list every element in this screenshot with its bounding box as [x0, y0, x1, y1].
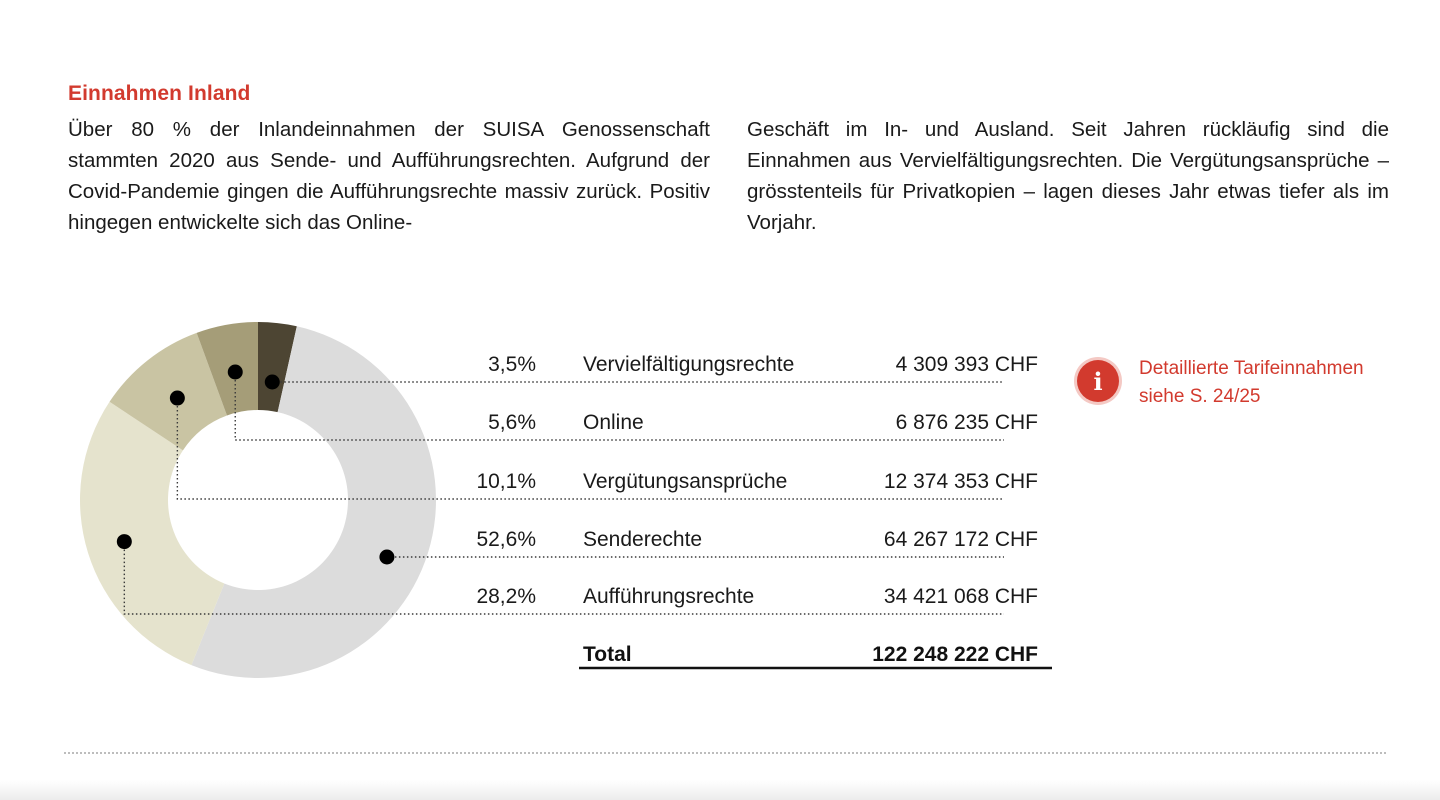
leader-dot-vervielfaltigungsrechte [265, 375, 280, 390]
row-category-online: Online [583, 411, 644, 434]
body-text-left: Über 80 % der Inlandeinnahmen der SUISA Genossenschaft stammten 2020 aus Sende- und Aufführungsrechten. Aufgrund der Covid-Pandemie gingen die Aufführungsrechte massiv zurück. Positiv hingegen entwickelte sich das Online- [68, 118, 710, 234]
row-amount-auffuhrungsrechte: 34 421 068 CHF [883, 585, 1038, 608]
section-title: Einnahmen Inland [68, 82, 251, 105]
page-edge [0, 780, 1440, 800]
slice-auffuhrungsrechte [80, 402, 224, 665]
row-amount-vergutungsanspruche: 12 374 353 CHF [883, 470, 1038, 493]
leader-dot-auffuhrungsrechte [117, 534, 132, 549]
info-note-line2: siehe S. 24/25 [1139, 386, 1261, 407]
leader-dot-senderechte [379, 550, 394, 565]
row-category-vervielfaltigungsrechte: Vervielfältigungsrechte [583, 353, 795, 376]
row-amount-online: 6 876 235 CHF [895, 411, 1038, 434]
leader-dot-vergutungsanspruche [170, 391, 185, 406]
info-note-line1: Detaillierte Tarifeinnahmen [1139, 358, 1364, 379]
row-percent-auffuhrungsrechte: 28,2% [476, 585, 536, 608]
leader-dot-online [228, 365, 243, 380]
row-percent-online: 5,6% [488, 411, 536, 434]
row-amount-vervielfaltigungsrechte: 4 309 393 CHF [895, 353, 1038, 376]
total-label: Total [583, 643, 632, 666]
info-note [1139, 355, 1419, 411]
body-text-right: Geschäft im In- und Ausland. Seit Jahren rückläufig sind die Einnahmen aus Vervielfältigungsrechten. Die Vergütungsansprüche – grösstenteils für Privatkopien – lagen dieses Jahr etwas tiefer als im Vorjahr. [747, 118, 1389, 234]
footer-divider [64, 752, 1386, 754]
row-amount-senderechte: 64 267 172 CHF [883, 528, 1038, 551]
total-amount: 122 248 222 CHF [872, 643, 1038, 666]
info-icon: i [1077, 360, 1119, 402]
row-category-auffuhrungsrechte: Aufführungsrechte [583, 585, 755, 608]
row-category-vergutungsanspruche: Vergütungsansprüche [583, 470, 788, 493]
row-category-senderechte: Senderechte [583, 528, 703, 551]
row-percent-vergutungsanspruche: 10,1% [476, 470, 536, 493]
row-percent-senderechte: 52,6% [476, 528, 536, 551]
row-percent-vervielfaltigungsrechte: 3,5% [488, 353, 536, 376]
